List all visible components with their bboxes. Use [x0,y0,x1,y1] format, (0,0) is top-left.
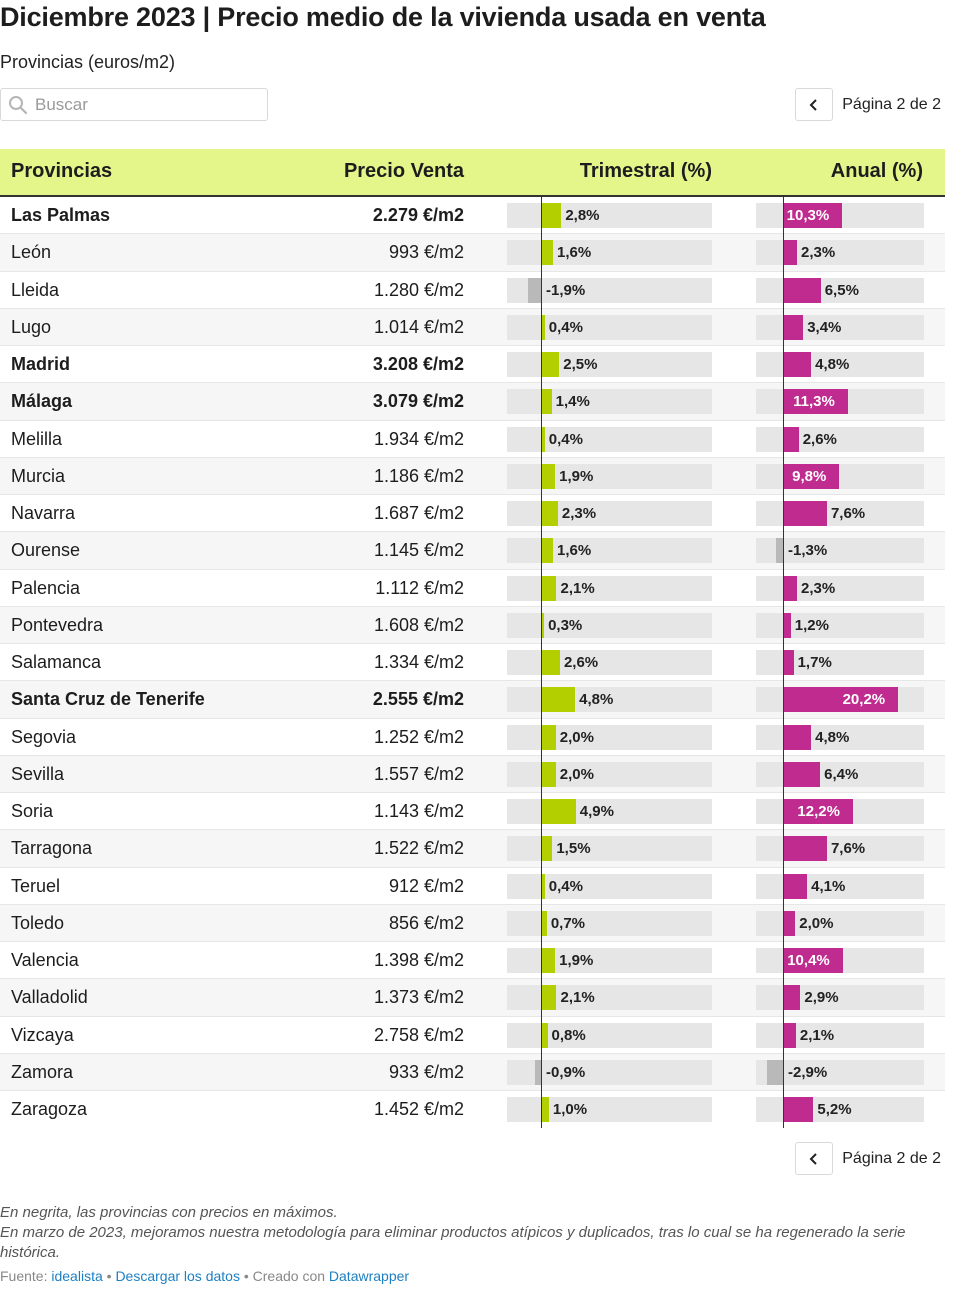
table-row [0,346,945,383]
annual-value-label: 2,9% [804,989,839,1007]
quarterly-bar [542,203,561,228]
price-value: 933 €/m2 [388,1061,464,1082]
quarterly-bar-track [507,464,712,489]
province-name: Soria [11,801,54,821]
quarterly-value-label: 0,4% [548,318,583,336]
annual-value-label: 2,0% [799,914,834,932]
price-value: 1.557 €/m2 [373,763,464,784]
price-value: 1.334 €/m2 [373,652,464,672]
quarterly-bar-track [507,538,712,563]
quarterly-value-label: 0,8% [551,1026,586,1044]
price-value: 1.280 €/m2 [373,279,464,300]
annual-value-label: 2,3% [800,244,836,262]
annual-value-label: 11,3% [793,393,835,411]
quarterly-bar-track [507,1023,712,1048]
quarterly-bar [542,874,545,899]
price-value: 1.186 €/m2 [373,465,464,486]
table-row [0,532,945,569]
price-value: 3.208 €/m2 [372,354,464,374]
price-value: 1.398 €/m2 [373,950,464,970]
quarterly-bar [542,576,556,601]
annual-value-label: 2,6% [802,430,837,448]
price-value: 1.522 €/m2 [373,838,464,859]
price-value: 1.112 €/m2 [375,577,464,598]
province-name: Valladolid [11,987,88,1008]
province-name: Tarragona [11,838,93,859]
province-name: Navarra [11,503,76,523]
anual-zero-axis [783,197,784,1128]
annual-bar [784,911,795,936]
datawrapper-link[interactable]: Datawrapper [328,1268,410,1284]
quarterly-bar-track [507,1097,712,1122]
annual-bar [784,650,794,675]
search-icon [8,95,28,115]
table-row [0,830,945,867]
pagination-top [795,88,941,121]
previous-page-button[interactable] [795,88,833,121]
source-line [0,1268,409,1284]
price-value: 1.452 €/m2 [373,1099,464,1119]
footnote-methodology: En marzo de 2023, mejoramos nuestra metodología para eliminar productos atípicos y duplicados, tras lo cual se ha regenerado la serie histórica. [0,1224,906,1261]
price-value: 912 €/m2 [388,875,464,896]
quarterly-value-label: 4,8% [579,691,614,709]
quarterly-bar [542,1023,548,1048]
quarterly-bar-track [507,501,712,526]
annual-value-label: 3,4% [807,318,842,336]
quarterly-bar [542,240,553,265]
annual-value-label: 7,6% [830,840,866,858]
annual-bar [784,725,811,750]
annual-bar-track [756,650,924,675]
province-name: Madrid [11,354,71,374]
province-name: Pontevedra [11,614,104,635]
annual-bar-track [756,427,924,452]
province-name: Toledo [11,912,65,933]
quarterly-bar [542,836,552,861]
price-value: 1.373 €/m2 [373,987,464,1008]
annual-bar [784,836,827,861]
province-name: Zamora [11,1061,74,1082]
column-header-provincias[interactable]: Provincias [11,160,113,182]
quarterly-bar [542,427,545,452]
quarterly-value-label: 1,6% [557,542,592,560]
annual-bar [784,427,799,452]
quarterly-bar [542,538,553,563]
quarterly-value-label: 0,3% [548,616,583,634]
quarterly-bar [542,650,560,675]
province-name: Lleida [11,279,60,300]
table-row [0,979,945,1016]
annual-bar [784,985,800,1010]
page-subtitle: Provincias (euros/m2) [0,52,176,72]
quarterly-value-label: -1,9% [546,281,586,299]
footnote-bold: En negrita, las provincias con precios en máximos. [0,1204,338,1221]
table-row [0,644,945,681]
province-name: Valencia [11,950,79,970]
quarterly-bar-track [507,650,712,675]
quarterly-bar-track [507,203,712,228]
price-value: 1.014 €/m2 [373,316,464,337]
column-header-trimestral[interactable]: Trimestral (%) [579,160,712,182]
quarterly-bar [542,1097,549,1122]
quarterly-bar [542,464,555,489]
quarterly-bar [542,315,545,340]
annual-bar [784,613,791,638]
quarterly-bar-track [507,315,712,340]
annual-bar [784,315,803,340]
annual-value-label: 1,7% [797,654,832,671]
quarterly-value-label: 2,1% [560,579,595,597]
annual-bar [767,1060,783,1085]
source-prefix: Fuente: [0,1268,52,1284]
quarterly-bar-track [507,948,712,973]
annual-bar [784,1097,813,1122]
download-data-link[interactable]: Descargar los datos [115,1268,240,1284]
quarterly-value-label: 2,5% [563,356,598,373]
column-header-precio[interactable]: Precio Venta [343,160,464,182]
quarterly-value-label: 1,6% [557,244,592,262]
table-header [0,149,945,197]
annual-bar [784,352,811,377]
province-name: Lugo [11,316,52,337]
quarterly-value-label: 2,0% [559,728,594,746]
quarterly-value-label: 2,1% [560,989,595,1007]
annual-bar [784,240,797,265]
province-name: Teruel [11,875,61,896]
price-value: 1.687 €/m2 [373,503,464,523]
annual-bar-track [756,576,924,601]
created-with-text: • Creado con [239,1268,329,1284]
table-row [0,272,945,309]
annual-value-label: 2,1% [799,1026,835,1044]
annual-value-label: 2,3% [800,579,836,597]
quarterly-bar-track [507,240,712,265]
annual-value-label: 1,2% [794,616,829,634]
annual-bar-track [756,911,924,936]
quarterly-bar-track [507,613,712,638]
quarterly-bar [542,613,544,638]
annual-bar [784,501,827,526]
annual-value-label: 4,8% [815,728,850,746]
annual-value-label: -1,3% [788,542,828,560]
province-name: Murcia [11,465,66,486]
table-row [0,495,945,532]
quarterly-bar-track [507,576,712,601]
price-value: 1.143 €/m2 [373,801,464,821]
price-value: 856 €/m2 [388,912,464,933]
table-row [0,1017,945,1054]
price-value: 1.934 €/m2 [373,428,464,449]
annual-bar-track [756,464,924,489]
annual-value-label: 9,8% [792,467,827,485]
quarterly-value-label: 4,9% [579,803,614,820]
annual-value-label: 20,2% [842,691,886,709]
province-name: Zaragoza [11,1099,88,1119]
quarterly-bar [542,501,558,526]
table-row [0,309,945,346]
annual-bar-track [756,1023,924,1048]
quarterly-bar [542,352,559,377]
quarterly-value-label: 2,6% [563,654,599,671]
annual-bar [784,1023,796,1048]
quarterly-value-label: 1,5% [556,840,591,858]
quarterly-bar-track [507,874,712,899]
quarterly-bar-track [507,836,712,861]
quarterly-bar [542,725,556,750]
quarterly-bar [542,762,556,787]
chevron-left-icon [808,1152,820,1166]
price-value: 2.279 €/m2 [372,205,464,225]
quarterly-value-label: 0,4% [548,430,583,448]
annual-value-label: 10,3% [786,207,830,224]
price-value: 2.758 €/m2 [373,1024,464,1045]
annual-value-label: 4,8% [815,356,850,373]
annual-value-label: 6,5% [824,281,859,299]
quarterly-value-label: 2,8% [565,207,600,224]
source-link[interactable]: idealista [51,1268,103,1284]
annual-value-label: 4,1% [811,877,846,895]
quarterly-bar-track [507,352,712,377]
quarterly-bar-track [507,911,712,936]
province-name: Ourense [11,540,81,561]
quarterly-value-label: 0,4% [548,877,583,895]
table-row [0,793,945,830]
table-row [0,570,945,607]
table-row [0,383,945,420]
price-value: 1.145 €/m2 [373,540,464,561]
table-row [0,1091,945,1128]
annual-bar [776,538,783,563]
quarterly-value-label: 1,9% [559,952,594,969]
data-table [0,197,945,1128]
annual-value-label: 5,2% [817,1101,852,1118]
quarterly-bar [542,985,556,1010]
province-name: Palencia [11,577,81,598]
annual-bar-track [756,613,924,638]
province-name: Santa Cruz de Tenerife [11,689,205,710]
table-row [0,868,945,905]
pagination-label: Página 2 de 2 [842,1149,941,1167]
table-row [0,421,945,458]
search-box[interactable] [0,88,268,121]
quarterly-bar-track [507,985,712,1010]
annual-value-label: 6,4% [824,765,859,783]
annual-bar [784,762,820,787]
quarterly-value-label: 1,9% [559,467,594,485]
quarterly-bar [542,911,547,936]
province-name: Salamanca [11,652,102,672]
quarterly-bar-track [507,427,712,452]
table-row [0,607,945,644]
table-row [0,719,945,756]
quarterly-bar [528,278,541,303]
table-row [0,1054,945,1091]
pagination-bottom [795,1142,941,1175]
column-header-anual[interactable]: Anual (%) [830,160,923,182]
table-row [0,458,945,495]
annual-value-label: 12,2% [797,803,840,820]
quarterly-bar [542,948,555,973]
quarterly-bar-track [507,389,712,414]
price-value: 1.608 €/m2 [373,614,464,635]
table-row [0,197,945,234]
table-row [0,905,945,942]
province-name: Vizcaya [11,1024,74,1045]
search-input[interactable] [35,95,255,115]
price-value: 2.555 €/m2 [372,689,464,710]
footnotes [0,1203,945,1263]
quarterly-bar [542,389,552,414]
quarterly-bar [542,799,576,824]
quarterly-bar-track [507,762,712,787]
quarterly-value-label: -0,9% [546,1063,586,1081]
table-row [0,756,945,793]
annual-bar [784,278,821,303]
quarterly-bar-track [507,725,712,750]
quarterly-value-label: 1,0% [552,1101,588,1118]
quarterly-bar [542,687,575,712]
source-separator: • [102,1268,116,1284]
province-name: Segovia [11,726,77,747]
province-name: León [11,242,52,263]
annual-value-label: 7,6% [830,505,866,522]
page-title: Diciembre 2023 | Precio medio de la vivienda usada en venta [0,2,766,32]
price-value: 993 €/m2 [388,242,464,263]
price-value: 1.252 €/m2 [373,726,464,747]
annual-bar [784,576,797,601]
quarterly-value-label: 2,0% [559,765,594,783]
price-value: 3.079 €/m2 [372,391,464,412]
annual-value-label: 10,4% [787,952,830,969]
previous-page-button[interactable] [795,1142,833,1175]
table-row [0,681,945,718]
quarterly-value-label: 2,3% [561,505,597,522]
province-name: Sevilla [11,763,65,784]
quarterly-value-label: 0,7% [550,914,586,932]
quarterly-value-label: 1,4% [555,393,590,411]
annual-bar-track [756,985,924,1010]
province-name: Melilla [11,428,63,449]
province-name: Las Palmas [11,205,111,225]
annual-bar [784,874,807,899]
trimestral-zero-axis [541,197,542,1128]
table-row [0,234,945,271]
table-row [0,942,945,979]
annual-value-label: -2,9% [788,1063,828,1081]
pagination-label: Página 2 de 2 [842,95,941,113]
province-name: Málaga [11,391,73,412]
annual-bar-track [756,240,924,265]
chevron-left-icon [808,98,820,112]
